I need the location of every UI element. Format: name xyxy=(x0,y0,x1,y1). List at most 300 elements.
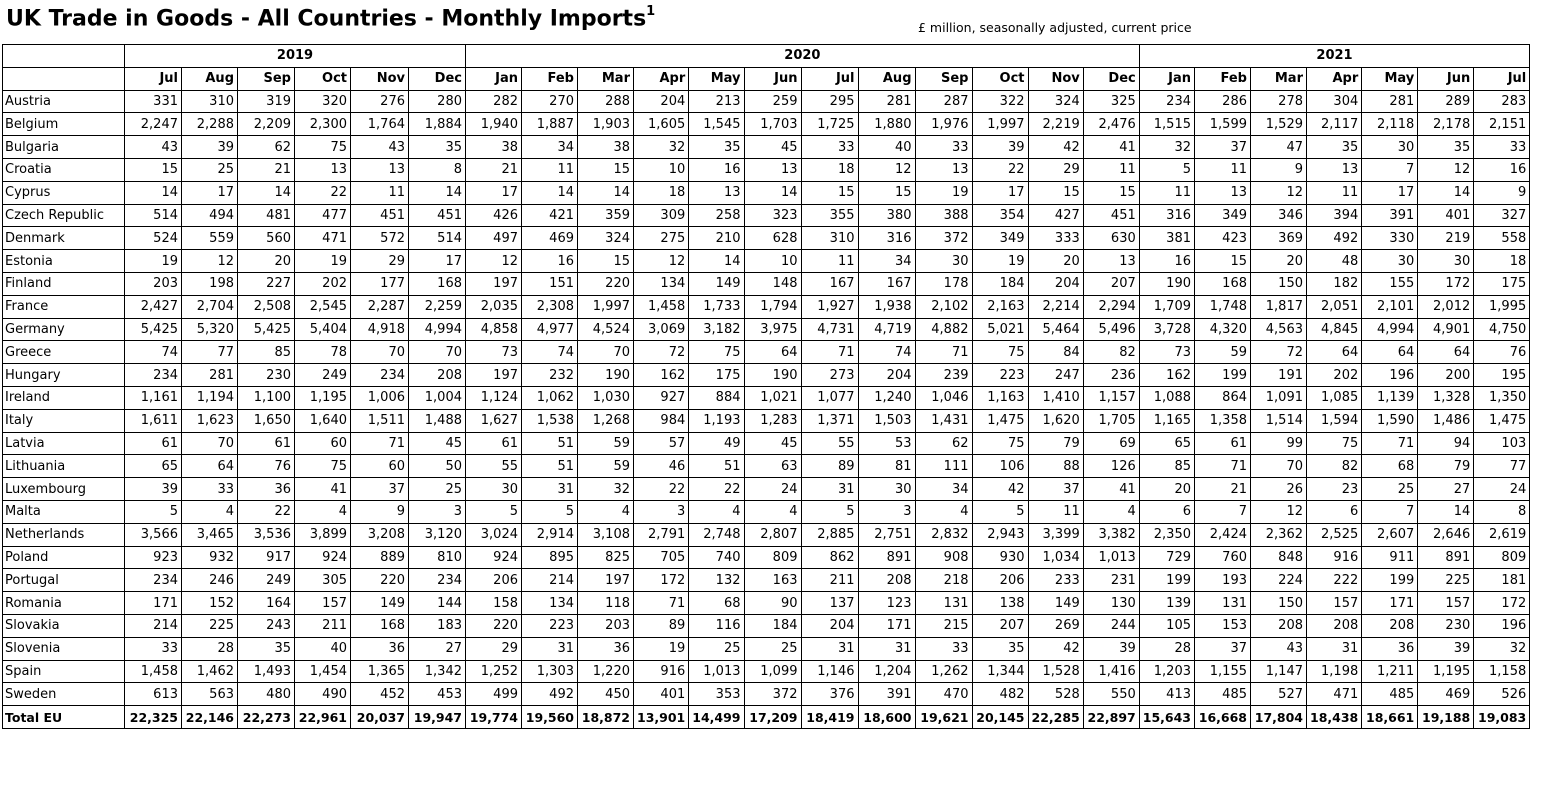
value-cell[interactable]: 32 xyxy=(1139,136,1194,159)
value-cell[interactable]: 320 xyxy=(295,90,351,113)
value-cell[interactable]: 36 xyxy=(1362,637,1418,660)
country-name-cell[interactable]: Croatia xyxy=(3,158,125,181)
value-cell[interactable]: 2,508 xyxy=(238,295,295,318)
total-value-cell[interactable]: 19,560 xyxy=(522,706,578,729)
value-cell[interactable]: 25 xyxy=(689,637,744,660)
value-cell[interactable]: 55 xyxy=(466,455,522,478)
value-cell[interactable]: 4,563 xyxy=(1251,318,1307,341)
value-cell[interactable]: 526 xyxy=(1474,683,1530,706)
value-cell[interactable]: 198 xyxy=(182,272,238,295)
value-cell[interactable]: 354 xyxy=(972,204,1028,227)
value-cell[interactable]: 810 xyxy=(409,546,466,569)
value-cell[interactable]: 39 xyxy=(182,136,238,159)
value-cell[interactable]: 1,940 xyxy=(466,113,522,136)
value-cell[interactable]: 499 xyxy=(466,683,522,706)
value-cell[interactable]: 1,976 xyxy=(915,113,972,136)
value-cell[interactable]: 1,365 xyxy=(351,660,409,683)
value-cell[interactable]: 184 xyxy=(972,272,1028,295)
value-cell[interactable]: 116 xyxy=(689,614,744,637)
month-header-cell[interactable]: Jun xyxy=(1418,67,1474,90)
value-cell[interactable]: 3,208 xyxy=(351,523,409,546)
value-cell[interactable]: 28 xyxy=(182,637,238,660)
value-cell[interactable]: 195 xyxy=(1474,364,1530,387)
value-cell[interactable]: 43 xyxy=(1251,637,1307,660)
value-cell[interactable]: 12 xyxy=(1418,158,1474,181)
value-cell[interactable]: 57 xyxy=(634,432,689,455)
total-value-cell[interactable]: 18,661 xyxy=(1362,706,1418,729)
value-cell[interactable]: 70 xyxy=(351,341,409,364)
value-cell[interactable]: 310 xyxy=(182,90,238,113)
value-cell[interactable]: 12 xyxy=(858,158,915,181)
value-cell[interactable]: 225 xyxy=(182,614,238,637)
value-cell[interactable]: 4 xyxy=(689,500,744,523)
value-cell[interactable]: 10 xyxy=(634,158,689,181)
value-cell[interactable]: 1,350 xyxy=(1474,386,1530,409)
value-cell[interactable]: 71 xyxy=(1362,432,1418,455)
value-cell[interactable]: 2,646 xyxy=(1418,523,1474,546)
value-cell[interactable]: 11 xyxy=(522,158,578,181)
value-cell[interactable]: 30 xyxy=(1362,136,1418,159)
value-cell[interactable]: 924 xyxy=(466,546,522,569)
value-cell[interactable]: 59 xyxy=(578,432,634,455)
value-cell[interactable]: 13 xyxy=(1195,181,1251,204)
corner-cell[interactable] xyxy=(3,45,125,68)
value-cell[interactable]: 1,590 xyxy=(1362,409,1418,432)
value-cell[interactable]: 29 xyxy=(1028,158,1083,181)
value-cell[interactable]: 82 xyxy=(1083,341,1139,364)
month-header-cell[interactable]: Oct xyxy=(295,67,351,90)
value-cell[interactable]: 22 xyxy=(689,478,744,501)
value-cell[interactable]: 38 xyxy=(466,136,522,159)
value-cell[interactable]: 126 xyxy=(1083,455,1139,478)
value-cell[interactable]: 1,195 xyxy=(1418,660,1474,683)
value-cell[interactable]: 175 xyxy=(689,364,744,387)
country-name-cell[interactable]: Denmark xyxy=(3,227,125,250)
value-cell[interactable]: 204 xyxy=(858,364,915,387)
value-cell[interactable]: 77 xyxy=(1474,455,1530,478)
value-cell[interactable]: 380 xyxy=(858,204,915,227)
value-cell[interactable]: 14 xyxy=(1418,500,1474,523)
value-cell[interactable]: 2,287 xyxy=(351,295,409,318)
value-cell[interactable]: 7 xyxy=(1195,500,1251,523)
value-cell[interactable]: 60 xyxy=(351,455,409,478)
value-cell[interactable]: 1,884 xyxy=(409,113,466,136)
total-value-cell[interactable]: 18,600 xyxy=(858,706,915,729)
value-cell[interactable]: 2,832 xyxy=(915,523,972,546)
value-cell[interactable]: 924 xyxy=(295,546,351,569)
total-value-cell[interactable]: 22,273 xyxy=(238,706,295,729)
value-cell[interactable]: 3,120 xyxy=(409,523,466,546)
value-cell[interactable]: 220 xyxy=(466,614,522,637)
value-cell[interactable]: 85 xyxy=(1139,455,1194,478)
value-cell[interactable]: 1,371 xyxy=(801,409,858,432)
value-cell[interactable]: 199 xyxy=(1195,364,1251,387)
value-cell[interactable]: 18 xyxy=(801,158,858,181)
total-value-cell[interactable]: 18,438 xyxy=(1307,706,1362,729)
value-cell[interactable]: 74 xyxy=(125,341,182,364)
value-cell[interactable]: 208 xyxy=(1362,614,1418,637)
value-cell[interactable]: 13 xyxy=(744,158,801,181)
value-cell[interactable]: 70 xyxy=(409,341,466,364)
value-cell[interactable]: 346 xyxy=(1251,204,1307,227)
value-cell[interactable]: 497 xyxy=(466,227,522,250)
value-cell[interactable]: 3,024 xyxy=(466,523,522,546)
value-cell[interactable]: 208 xyxy=(1307,614,1362,637)
value-cell[interactable]: 394 xyxy=(1307,204,1362,227)
value-cell[interactable]: 11 xyxy=(1307,181,1362,204)
value-cell[interactable]: 197 xyxy=(578,569,634,592)
value-cell[interactable]: 528 xyxy=(1028,683,1083,706)
value-cell[interactable]: 37 xyxy=(351,478,409,501)
month-header-cell[interactable]: Aug xyxy=(182,67,238,90)
value-cell[interactable]: 193 xyxy=(1195,569,1251,592)
value-cell[interactable]: 1,124 xyxy=(466,386,522,409)
value-cell[interactable]: 15 xyxy=(578,250,634,273)
value-cell[interactable]: 35 xyxy=(689,136,744,159)
value-cell[interactable]: 4,994 xyxy=(1362,318,1418,341)
value-cell[interactable]: 61 xyxy=(466,432,522,455)
value-cell[interactable]: 214 xyxy=(125,614,182,637)
value-cell[interactable]: 62 xyxy=(238,136,295,159)
value-cell[interactable]: 3,382 xyxy=(1083,523,1139,546)
value-cell[interactable]: 37 xyxy=(1028,478,1083,501)
value-cell[interactable]: 6 xyxy=(1307,500,1362,523)
value-cell[interactable]: 196 xyxy=(1474,614,1530,637)
value-cell[interactable]: 20 xyxy=(238,250,295,273)
value-cell[interactable]: 916 xyxy=(634,660,689,683)
value-cell[interactable]: 190 xyxy=(744,364,801,387)
total-value-cell[interactable]: 17,804 xyxy=(1251,706,1307,729)
value-cell[interactable]: 70 xyxy=(578,341,634,364)
value-cell[interactable]: 469 xyxy=(1418,683,1474,706)
total-value-cell[interactable]: 20,037 xyxy=(351,706,409,729)
value-cell[interactable]: 1,709 xyxy=(1139,295,1194,318)
value-cell[interactable]: 15 xyxy=(858,181,915,204)
total-value-cell[interactable]: 17,209 xyxy=(744,706,801,729)
value-cell[interactable]: 79 xyxy=(1028,432,1083,455)
value-cell[interactable]: 206 xyxy=(972,569,1028,592)
value-cell[interactable]: 32 xyxy=(1474,637,1530,660)
value-cell[interactable]: 6 xyxy=(1139,500,1194,523)
total-value-cell[interactable]: 15,643 xyxy=(1139,706,1194,729)
month-header-cell[interactable]: Mar xyxy=(1251,67,1307,90)
value-cell[interactable]: 276 xyxy=(351,90,409,113)
value-cell[interactable]: 2,476 xyxy=(1083,113,1139,136)
value-cell[interactable]: 1,099 xyxy=(744,660,801,683)
value-cell[interactable]: 14 xyxy=(125,181,182,204)
value-cell[interactable]: 280 xyxy=(409,90,466,113)
value-cell[interactable]: 35 xyxy=(1307,136,1362,159)
month-header-cell[interactable]: Dec xyxy=(409,67,466,90)
value-cell[interactable]: 157 xyxy=(1418,592,1474,615)
value-cell[interactable]: 157 xyxy=(295,592,351,615)
value-cell[interactable]: 705 xyxy=(634,546,689,569)
value-cell[interactable]: 215 xyxy=(915,614,972,637)
value-cell[interactable]: 349 xyxy=(1195,204,1251,227)
value-cell[interactable]: 471 xyxy=(1307,683,1362,706)
value-cell[interactable]: 1,344 xyxy=(972,660,1028,683)
value-cell[interactable]: 3,465 xyxy=(182,523,238,546)
value-cell[interactable]: 559 xyxy=(182,227,238,250)
value-cell[interactable]: 25 xyxy=(409,478,466,501)
value-cell[interactable]: 1,062 xyxy=(522,386,578,409)
value-cell[interactable]: 310 xyxy=(801,227,858,250)
value-cell[interactable]: 85 xyxy=(238,341,295,364)
value-cell[interactable]: 8 xyxy=(409,158,466,181)
value-cell[interactable]: 16 xyxy=(689,158,744,181)
value-cell[interactable]: 171 xyxy=(125,592,182,615)
total-label-cell[interactable]: Total EU xyxy=(3,706,125,729)
total-value-cell[interactable]: 22,146 xyxy=(182,706,238,729)
value-cell[interactable]: 11 xyxy=(801,250,858,273)
value-cell[interactable]: 1,733 xyxy=(689,295,744,318)
value-cell[interactable]: 864 xyxy=(1195,386,1251,409)
value-cell[interactable]: 139 xyxy=(1139,592,1194,615)
country-name-cell[interactable]: Slovakia xyxy=(3,614,125,637)
value-cell[interactable]: 249 xyxy=(295,364,351,387)
value-cell[interactable]: 65 xyxy=(125,455,182,478)
value-cell[interactable]: 33 xyxy=(125,637,182,660)
month-corner-cell[interactable] xyxy=(3,67,125,90)
value-cell[interactable]: 18 xyxy=(634,181,689,204)
value-cell[interactable]: 71 xyxy=(634,592,689,615)
value-cell[interactable]: 1,268 xyxy=(578,409,634,432)
value-cell[interactable]: 244 xyxy=(1083,614,1139,637)
value-cell[interactable]: 327 xyxy=(1474,204,1530,227)
value-cell[interactable]: 930 xyxy=(972,546,1028,569)
value-cell[interactable]: 14 xyxy=(1418,181,1474,204)
value-cell[interactable]: 155 xyxy=(1362,272,1418,295)
value-cell[interactable]: 22 xyxy=(295,181,351,204)
value-cell[interactable]: 305 xyxy=(295,569,351,592)
value-cell[interactable]: 4,901 xyxy=(1418,318,1474,341)
value-cell[interactable]: 1,165 xyxy=(1139,409,1194,432)
value-cell[interactable]: 230 xyxy=(238,364,295,387)
value-cell[interactable]: 219 xyxy=(1418,227,1474,250)
value-cell[interactable]: 73 xyxy=(466,341,522,364)
country-name-cell[interactable]: Luxembourg xyxy=(3,478,125,501)
value-cell[interactable]: 12 xyxy=(1251,181,1307,204)
value-cell[interactable]: 45 xyxy=(409,432,466,455)
value-cell[interactable]: 2,051 xyxy=(1307,295,1362,318)
value-cell[interactable]: 134 xyxy=(522,592,578,615)
value-cell[interactable]: 15 xyxy=(1083,181,1139,204)
value-cell[interactable]: 163 xyxy=(744,569,801,592)
value-cell[interactable]: 4,882 xyxy=(915,318,972,341)
value-cell[interactable]: 740 xyxy=(689,546,744,569)
value-cell[interactable]: 895 xyxy=(522,546,578,569)
value-cell[interactable]: 1,627 xyxy=(466,409,522,432)
value-cell[interactable]: 153 xyxy=(1195,614,1251,637)
value-cell[interactable]: 563 xyxy=(182,683,238,706)
value-cell[interactable]: 30 xyxy=(858,478,915,501)
value-cell[interactable]: 1,194 xyxy=(182,386,238,409)
value-cell[interactable]: 34 xyxy=(522,136,578,159)
value-cell[interactable]: 514 xyxy=(125,204,182,227)
value-cell[interactable]: 1,705 xyxy=(1083,409,1139,432)
value-cell[interactable]: 3,536 xyxy=(238,523,295,546)
month-header-cell[interactable]: Oct xyxy=(972,67,1028,90)
month-header-cell[interactable]: Dec xyxy=(1083,67,1139,90)
value-cell[interactable]: 20 xyxy=(1139,478,1194,501)
value-cell[interactable]: 197 xyxy=(466,272,522,295)
value-cell[interactable]: 53 xyxy=(858,432,915,455)
value-cell[interactable]: 15 xyxy=(125,158,182,181)
value-cell[interactable]: 289 xyxy=(1418,90,1474,113)
value-cell[interactable]: 2,214 xyxy=(1028,295,1083,318)
value-cell[interactable]: 451 xyxy=(409,204,466,227)
value-cell[interactable]: 35 xyxy=(238,637,295,660)
value-cell[interactable]: 17 xyxy=(972,181,1028,204)
value-cell[interactable]: 164 xyxy=(238,592,295,615)
country-name-cell[interactable]: Greece xyxy=(3,341,125,364)
value-cell[interactable]: 13 xyxy=(915,158,972,181)
value-cell[interactable]: 48 xyxy=(1307,250,1362,273)
value-cell[interactable]: 13 xyxy=(1307,158,1362,181)
country-name-cell[interactable]: Finland xyxy=(3,272,125,295)
value-cell[interactable]: 202 xyxy=(1307,364,1362,387)
value-cell[interactable]: 227 xyxy=(238,272,295,295)
value-cell[interactable]: 168 xyxy=(1195,272,1251,295)
value-cell[interactable]: 2,035 xyxy=(466,295,522,318)
value-cell[interactable]: 15 xyxy=(1028,181,1083,204)
value-cell[interactable]: 89 xyxy=(634,614,689,637)
value-cell[interactable]: 1,240 xyxy=(858,386,915,409)
value-cell[interactable]: 287 xyxy=(915,90,972,113)
value-cell[interactable]: 31 xyxy=(858,637,915,660)
value-cell[interactable]: 259 xyxy=(744,90,801,113)
value-cell[interactable]: 28 xyxy=(1139,637,1194,660)
value-cell[interactable]: 49 xyxy=(689,432,744,455)
value-cell[interactable]: 3,975 xyxy=(744,318,801,341)
value-cell[interactable]: 2,704 xyxy=(182,295,238,318)
value-cell[interactable]: 183 xyxy=(409,614,466,637)
value-cell[interactable]: 492 xyxy=(522,683,578,706)
value-cell[interactable]: 316 xyxy=(858,227,915,250)
value-cell[interactable]: 1,303 xyxy=(522,660,578,683)
value-cell[interactable]: 35 xyxy=(972,637,1028,660)
value-cell[interactable]: 4,731 xyxy=(801,318,858,341)
value-cell[interactable]: 41 xyxy=(1083,136,1139,159)
value-cell[interactable]: 1,034 xyxy=(1028,546,1083,569)
month-header-cell[interactable]: Feb xyxy=(522,67,578,90)
value-cell[interactable]: 1,997 xyxy=(578,295,634,318)
value-cell[interactable]: 1,030 xyxy=(578,386,634,409)
value-cell[interactable]: 630 xyxy=(1083,227,1139,250)
value-cell[interactable]: 2,545 xyxy=(295,295,351,318)
value-cell[interactable]: 64 xyxy=(1362,341,1418,364)
value-cell[interactable]: 70 xyxy=(182,432,238,455)
value-cell[interactable]: 480 xyxy=(238,683,295,706)
value-cell[interactable]: 71 xyxy=(1195,455,1251,478)
value-cell[interactable]: 190 xyxy=(578,364,634,387)
value-cell[interactable]: 84 xyxy=(1028,341,1083,364)
value-cell[interactable]: 69 xyxy=(1083,432,1139,455)
country-name-cell[interactable]: Romania xyxy=(3,592,125,615)
value-cell[interactable]: 1,503 xyxy=(858,409,915,432)
value-cell[interactable]: 281 xyxy=(1362,90,1418,113)
value-cell[interactable]: 168 xyxy=(351,614,409,637)
value-cell[interactable]: 3,728 xyxy=(1139,318,1194,341)
value-cell[interactable]: 427 xyxy=(1028,204,1083,227)
value-cell[interactable]: 22 xyxy=(634,478,689,501)
value-cell[interactable]: 30 xyxy=(1418,250,1474,273)
value-cell[interactable]: 33 xyxy=(182,478,238,501)
value-cell[interactable]: 1,545 xyxy=(689,113,744,136)
value-cell[interactable]: 59 xyxy=(578,455,634,478)
value-cell[interactable]: 105 xyxy=(1139,614,1194,637)
value-cell[interactable]: 14 xyxy=(578,181,634,204)
value-cell[interactable]: 63 xyxy=(744,455,801,478)
value-cell[interactable]: 27 xyxy=(409,637,466,660)
value-cell[interactable]: 94 xyxy=(1418,432,1474,455)
value-cell[interactable]: 39 xyxy=(1418,637,1474,660)
value-cell[interactable]: 524 xyxy=(125,227,182,250)
value-cell[interactable]: 233 xyxy=(1028,569,1083,592)
value-cell[interactable]: 923 xyxy=(125,546,182,569)
value-cell[interactable]: 51 xyxy=(522,432,578,455)
value-cell[interactable]: 490 xyxy=(295,683,351,706)
value-cell[interactable]: 388 xyxy=(915,204,972,227)
value-cell[interactable]: 1,611 xyxy=(125,409,182,432)
value-cell[interactable]: 1,493 xyxy=(238,660,295,683)
value-cell[interactable]: 171 xyxy=(858,614,915,637)
country-name-cell[interactable]: Ireland xyxy=(3,386,125,409)
value-cell[interactable]: 278 xyxy=(1251,90,1307,113)
value-cell[interactable]: 1,211 xyxy=(1362,660,1418,683)
value-cell[interactable]: 190 xyxy=(1139,272,1194,295)
value-cell[interactable]: 4 xyxy=(295,500,351,523)
value-cell[interactable]: 1,927 xyxy=(801,295,858,318)
value-cell[interactable]: 51 xyxy=(689,455,744,478)
value-cell[interactable]: 825 xyxy=(578,546,634,569)
value-cell[interactable]: 118 xyxy=(578,592,634,615)
value-cell[interactable]: 31 xyxy=(801,478,858,501)
value-cell[interactable]: 4,719 xyxy=(858,318,915,341)
value-cell[interactable]: 1,458 xyxy=(125,660,182,683)
total-value-cell[interactable]: 19,947 xyxy=(409,706,466,729)
value-cell[interactable]: 37 xyxy=(1195,136,1251,159)
value-cell[interactable]: 42 xyxy=(1028,136,1083,159)
value-cell[interactable]: 25 xyxy=(744,637,801,660)
value-cell[interactable]: 1,342 xyxy=(409,660,466,683)
value-cell[interactable]: 1,458 xyxy=(634,295,689,318)
value-cell[interactable]: 1,748 xyxy=(1195,295,1251,318)
month-header-cell[interactable]: Apr xyxy=(634,67,689,90)
value-cell[interactable]: 41 xyxy=(295,478,351,501)
value-cell[interactable]: 177 xyxy=(351,272,409,295)
value-cell[interactable]: 204 xyxy=(634,90,689,113)
value-cell[interactable]: 1,220 xyxy=(578,660,634,683)
country-name-cell[interactable]: Latvia xyxy=(3,432,125,455)
year-header-cell[interactable]: 2019 xyxy=(125,45,466,68)
value-cell[interactable]: 5 xyxy=(466,500,522,523)
value-cell[interactable]: 24 xyxy=(744,478,801,501)
value-cell[interactable]: 181 xyxy=(1474,569,1530,592)
value-cell[interactable]: 8 xyxy=(1474,500,1530,523)
value-cell[interactable]: 1,161 xyxy=(125,386,182,409)
value-cell[interactable]: 12 xyxy=(634,250,689,273)
value-cell[interactable]: 134 xyxy=(634,272,689,295)
value-cell[interactable]: 4,994 xyxy=(409,318,466,341)
value-cell[interactable]: 1,594 xyxy=(1307,409,1362,432)
value-cell[interactable]: 32 xyxy=(634,136,689,159)
value-cell[interactable]: 39 xyxy=(125,478,182,501)
value-cell[interactable]: 76 xyxy=(238,455,295,478)
total-value-cell[interactable]: 19,188 xyxy=(1418,706,1474,729)
value-cell[interactable]: 809 xyxy=(1474,546,1530,569)
value-cell[interactable]: 309 xyxy=(634,204,689,227)
